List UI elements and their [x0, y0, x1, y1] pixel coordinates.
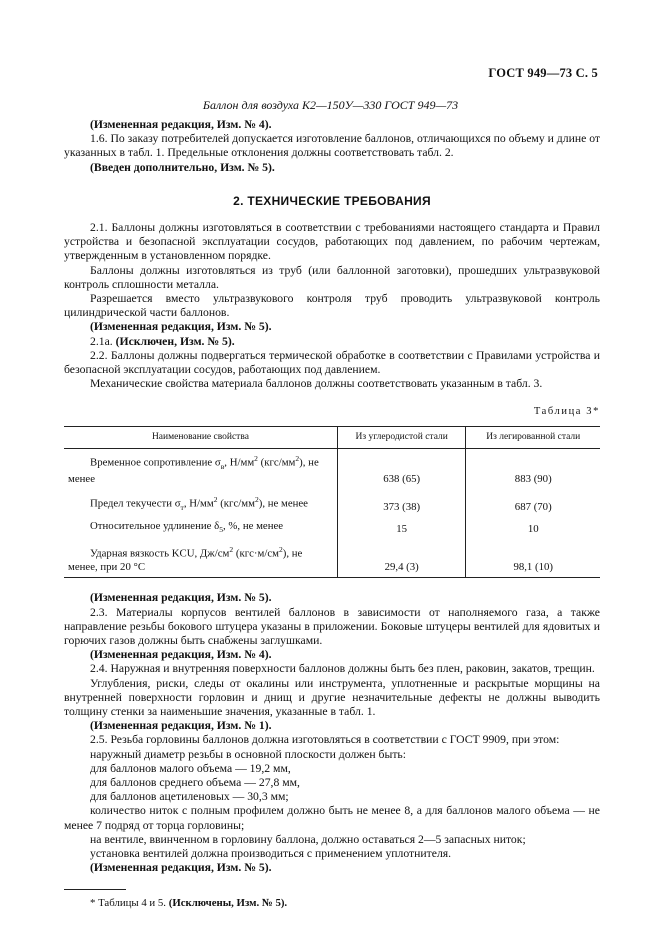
clause-2-5-text: наружный диаметр резьбы в основной плоскости должен быть:: [90, 747, 407, 761]
clause-2-4-text: Углубления, риски, следы от окалины или инструмента, уплотненные и раскрытые морщины на внутренней поверхности горловин и днищ и другие незначительные дефекты не должны выводить толщину стенки за наименьшие значения, указанные в табл. 1.: [64, 676, 600, 719]
table-label: Таблица 3*: [533, 406, 600, 418]
table-row: [64, 490, 600, 517]
clause-2-2-text: Механические свойства материала баллонов должны соответствовать указанным в табл. 3.: [90, 377, 543, 391]
clause-2-5-text: установка вентилей должна производиться с применением уплотнителя.: [90, 847, 452, 861]
document-body: [64, 118, 600, 911]
clause-2-5-item: для баллонов ацетиленовых — 30,3 мм;: [90, 790, 289, 804]
alloy-steel-value: 10: [466, 517, 600, 540]
clause-2-5-item: для баллонов малого объема — 19,2 мм,: [90, 761, 291, 775]
edit-note: (Измененная редакция, Изм. № 5).: [90, 861, 272, 875]
carbon-steel-value: 15: [337, 517, 466, 540]
footnote-text: * Таблицы 4 и 5.: [90, 897, 167, 910]
footnote-divider: [64, 889, 126, 890]
table-header-carbon-steel: Из углеродистой стали: [337, 426, 466, 449]
table-header-alloy-steel: Из легированной стали: [466, 426, 600, 449]
clause-2-4: 2.4. Наружная и внутренняя поверхности баллонов должны быть без плен, раковин, закатов, трещин.: [90, 662, 595, 676]
edit-note: (Введен дополнительно, Изм. № 5).: [90, 160, 275, 174]
page-header-standard-number: ГОСТ 949—73 С. 5: [488, 66, 598, 80]
footnote: [64, 896, 600, 910]
mechanical-properties-table: [64, 426, 600, 579]
table-row: [64, 517, 600, 540]
clause-2-5-text: на вентиле, ввинченном в горловину баллона, должно оставаться 2—5 запасных ниток;: [90, 832, 526, 846]
carbon-steel-value: 29,4 (3): [337, 540, 466, 578]
clause-2-5-text: количество ниток с полным профилем должно быть не менее 8, а для баллонов малого объема — не менее 7 подряд от торца горловины;: [64, 804, 600, 832]
alloy-steel-value: 98,1 (10): [466, 540, 600, 578]
edit-note: (Измененная редакция, Изм. № 5).: [90, 320, 272, 334]
clause-status: (Исключен, Изм. № 5).: [115, 334, 235, 348]
document-subtitle: Баллон для воздуха К2—150У—330 ГОСТ 949—73: [202, 98, 459, 112]
property-name: Временное сопротивление $\sigma_в$, $Н/мм^2$ $(кгс/мм^2)$, не менее: [68, 454, 319, 486]
table-row: [64, 540, 600, 578]
edit-note: (Измененная редакция, Изм. № 1).: [90, 719, 272, 733]
clause-2-5-item: для баллонов среднего объема — 27,8 мм,: [90, 776, 300, 790]
clause-2-2: 2.2. Баллоны должны подвергаться термической обработке в соответствии с Правилами устройства и безопасной эксплуатации сосудов, работающих под давлением.: [64, 348, 600, 377]
clause-2-1-text: Разрешается вместо ультразвукового контроля труб проводить ультразвуковой контроль цилиндрической части баллонов.: [64, 292, 600, 320]
table-header-property: Наименование свойства: [64, 426, 337, 449]
property-name: Относительное удлинение $\delta_5$, %, не менее: [90, 520, 284, 535]
alloy-steel-value: 883 (90): [466, 449, 600, 490]
carbon-steel-value: 373 (38): [337, 490, 466, 517]
footnote-status: (Исключены, Изм. № 5).: [168, 897, 288, 910]
property-name: Предел текучести $\sigma_т$, $Н/мм^2$ $(кгс/мм^2)$, не менее: [90, 494, 308, 512]
clause-2-1: 2.1. Баллоны должны изготовляться в соответствии с требованиями настоящего стандарта и Правил устройства и безопасной эксплуатации сосудов, работающих под давлением, по рабочим чертежам, утвержденным в установленном порядке.: [64, 221, 600, 263]
edit-note: (Измененная редакция, Изм. № 4).: [90, 118, 272, 131]
table-row: [64, 449, 600, 490]
alloy-steel-value: 687 (70): [466, 490, 600, 517]
clause-number: 2.1а.: [90, 334, 113, 348]
section-title: 2. ТЕХНИЧЕСКИЕ ТРЕБОВАНИЯ: [233, 193, 431, 208]
edit-note: (Измененная редакция, Изм. № 5).: [90, 591, 272, 605]
clause-2-1-text: Баллоны должны изготовляться из труб (или баллонной заготовки), прошедших ультразвуковой контроль сплошности металла.: [64, 263, 600, 291]
property-name: Ударная вязкость KCU, $Дж/см^2$ $(кгс\cdot м/см^2)$, не менее, при 20 °С: [64, 540, 337, 578]
clause-2-5: 2.5. Резьба горловины баллонов должна изготовляться в соответствии с ГОСТ 9909, при этом:: [90, 733, 560, 747]
clause-2-1a: [64, 335, 600, 349]
clause-2-3: 2.3. Материалы корпусов вентилей баллонов в зависимости от наполняемого газа, а также направление резьбы бокового штуцера указаны в приложении. Боковые штуцеры вентилей для ядовитых и горючих газов должны быть снабжены заглушками.: [64, 605, 600, 648]
edit-note: (Измененная редакция, Изм. № 4).: [90, 648, 272, 662]
clause-1-6: 1.6. По заказу потребителей допускается изготовление баллонов, отличающихся по объему и длине от указанных в табл. 1. Предельные отклонения должны соответствовать табл. 2.: [64, 132, 600, 160]
carbon-steel-value: 638 (65): [337, 449, 466, 490]
